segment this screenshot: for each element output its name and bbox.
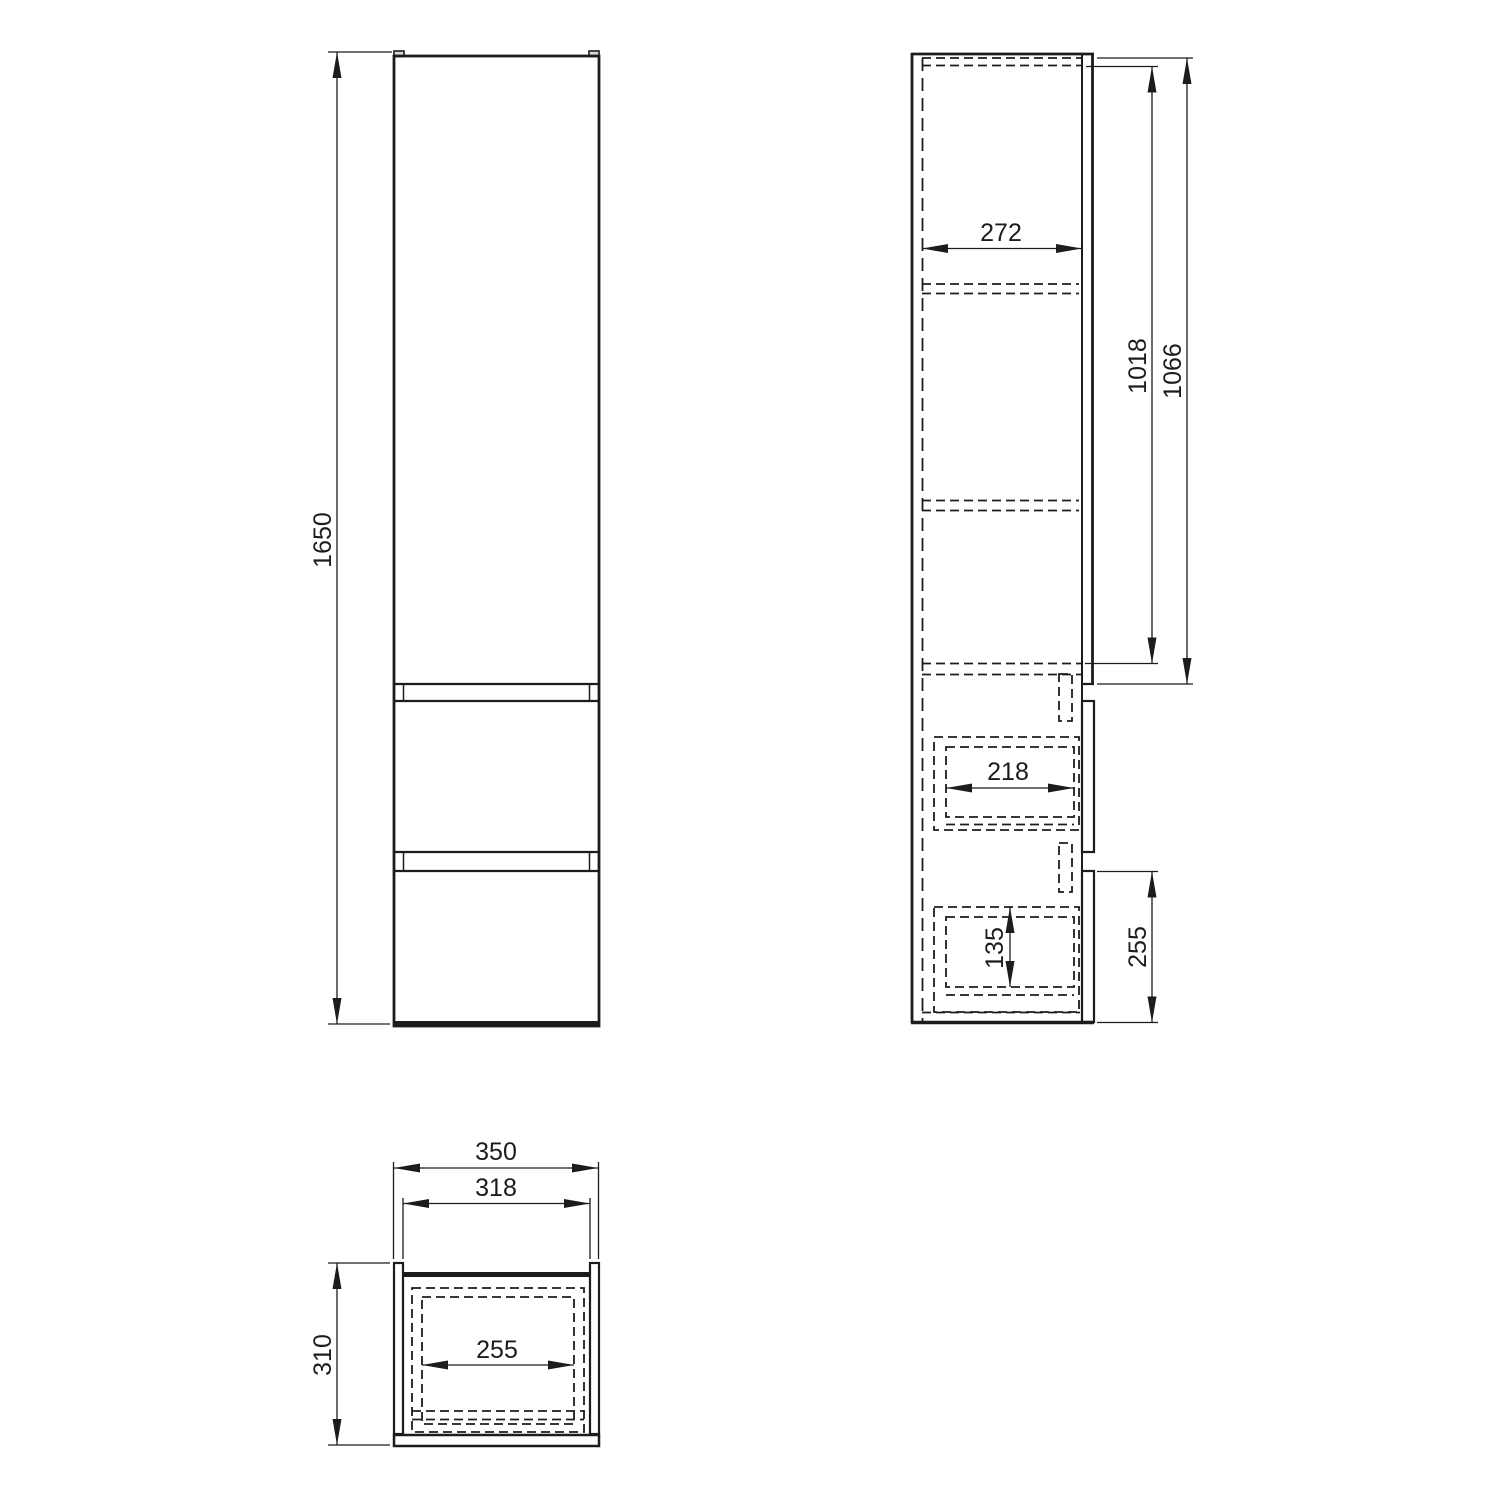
dim-label-interior-width: 318 [475,1174,517,1202]
arrowhead-right [1048,784,1074,793]
arrowhead-up [1148,67,1157,93]
dim-label-front-overall-height: 1650 [309,512,337,568]
dim-label-drawer-box-width: 255 [476,1336,518,1364]
arrowhead-right [548,1361,574,1370]
dim-front-overall-height [309,52,392,1024]
arrowhead-up [1183,58,1192,84]
arrowhead-right [1056,244,1082,253]
arrowhead-up [333,52,342,78]
side-middle-drawer-front [1082,701,1094,852]
dim-label-drawer-box-height: 135 [981,927,1009,969]
side-bottom-drawer-front [1082,871,1094,1022]
dim-label-upper-interior-depth: 272 [980,219,1022,247]
front-base-edge [394,1021,599,1026]
dim-label-upper-opening-height: 1018 [1124,338,1152,394]
dim-label-drawer-box-depth: 218 [987,758,1029,786]
arrowhead-down [333,1419,342,1445]
dim-side-upper-opening-height [1085,67,1158,664]
arrowhead-down [333,998,342,1024]
arrowhead-right [564,1199,590,1208]
dim-side-drawer-box-depth [946,758,1074,793]
front-cabinet-outline [394,56,599,1026]
arrowhead-left [422,1361,448,1370]
side-view [911,53,1094,1023]
top-drawer-front-panel [394,1435,599,1446]
arrowhead-down [1148,997,1157,1023]
arrowhead-left [946,784,972,793]
arrowhead-left [394,1164,420,1173]
arrowhead-left [403,1199,429,1208]
dim-side-drawer-front-height [1097,872,1158,1023]
dim-label-door-height: 1066 [1159,343,1187,399]
top-side-wall-right [590,1263,599,1434]
arrowhead-down [1148,638,1157,664]
arrowhead-up [333,1263,342,1289]
dim-side-upper-interior-depth [922,219,1082,253]
arrowhead-right [572,1164,598,1173]
dim-top-drawer-box-width [422,1336,574,1370]
dim-label-drawer-front-height: 255 [1124,926,1152,968]
dim-side-drawer-box-height [981,907,1015,987]
front-view [394,51,599,1026]
dim-top-interior-width [403,1174,590,1259]
dim-label-overall-width: 350 [475,1138,517,1166]
dim-top-overall-depth [309,1263,390,1445]
top-side-wall-left [394,1263,403,1434]
dim-label-overall-depth: 310 [309,1334,337,1376]
side-handle-recess-2 [1059,843,1072,892]
arrowhead-up [1148,872,1157,898]
side-handle-recess-1 [1059,674,1072,721]
arrowhead-down [1183,658,1192,684]
arrowhead-left [922,244,948,253]
